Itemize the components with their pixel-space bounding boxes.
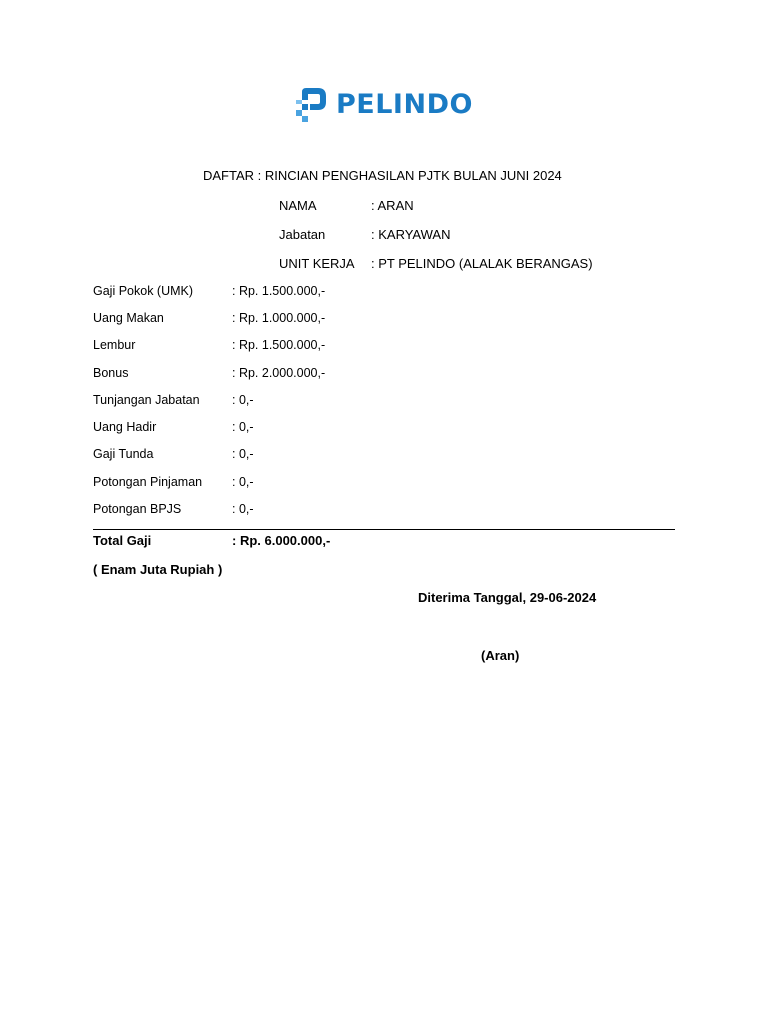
item-label: Potongan Pinjaman [93,475,203,489]
item-label: Uang Makan [93,311,164,325]
signer-name: (Aran) [481,648,520,663]
item-value: : 0,- [232,475,254,489]
item-label: Gaji Pokok (UMK) [93,284,194,298]
document-title: DAFTAR : RINCIAN PENGHASILAN PJTK BULAN JUNI 2024 [203,168,562,183]
item-value: : 0,- [232,420,254,434]
item-value: : Rp. 2.000.000,- [232,366,326,380]
total-value: : Rp. 6.000.000,- [232,533,331,548]
info-label: NAMA [279,198,317,213]
info-value: : KARYAWAN [371,227,451,242]
item-value: : 0,- [232,393,254,407]
item-label: Potongan BPJS [93,502,182,516]
total-divider [93,529,675,530]
info-label: UNIT KERJA [279,256,355,271]
item-value: : Rp. 1.000.000,- [232,311,326,325]
item-label: Uang Hadir [93,420,157,434]
pelindo-logo-icon [294,86,328,124]
item-label: Tunjangan Jabatan [93,393,200,407]
brand-name: PELINDO [336,89,473,120]
item-value: : Rp. 1.500.000,- [232,338,326,352]
received-date: Diterima Tanggal, 29-06-2024 [418,590,597,605]
item-value: : Rp. 1.500.000,- [232,284,326,298]
amount-in-words: ( Enam Juta Rupiah ) [93,562,223,577]
pelindo-logo [294,86,473,124]
info-label: Jabatan [279,227,326,242]
total-label: Total Gaji [93,533,152,548]
item-value: : 0,- [232,447,254,461]
info-value: : ARAN [371,198,414,213]
item-label: Lembur [93,338,136,352]
item-label: Gaji Tunda [93,447,154,461]
item-label: Bonus [93,366,129,380]
item-value: : 0,- [232,502,254,516]
info-value: : PT PELINDO (ALALAK BERANGAS) [371,256,593,271]
